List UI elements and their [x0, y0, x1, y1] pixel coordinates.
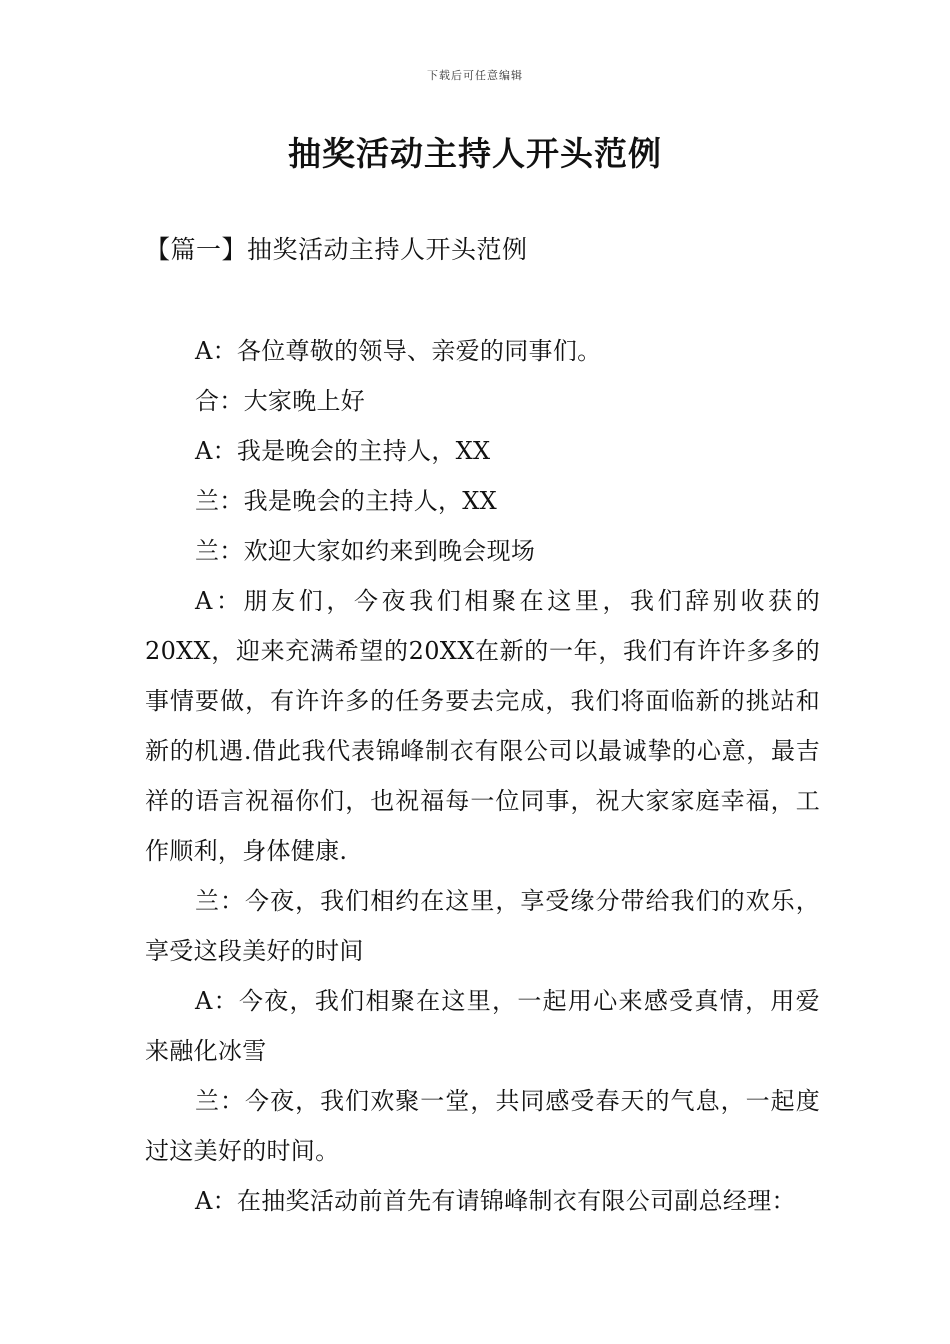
paragraph-2: 合：大家晚上好	[195, 387, 366, 415]
document-title: 抽奖活动主持人开头范例	[288, 134, 662, 173]
paragraph-9: 兰：今夜，我们欢聚一堂，共同感受春天的气息，一起度过这美好的时间。	[145, 1087, 820, 1165]
paragraph-5: 兰：欢迎大家如约来到晚会现场	[195, 537, 536, 565]
paragraph-7: 兰：今夜，我们相约在这里，享受缘分带给我们的欢乐，享受这段美好的时间	[145, 887, 820, 965]
section-heading: 【篇一】抽奖活动主持人开头范例	[145, 235, 528, 264]
document-body	[145, 326, 820, 1226]
paragraph-8: A：今夜，我们相聚在这里，一起用心来感受真情，用爱来融化冰雪	[145, 987, 820, 1065]
paragraph-4: 兰：我是晚会的主持人，XX	[195, 487, 498, 515]
header-note: 下载后可任意编辑	[427, 69, 523, 82]
paragraph-6: A：朋友们，今夜我们相聚在这里，我们辞别收获的20XX，迎来充满希望的20XX在新的一年，我们有许许多多的事情要做，有许许多的任务要去完成，我们将面临新的挑站和新的机遇.借此我代表锦峰制衣有限公司以最诚挚的心意，最吉祥的语言祝福你们，也祝福每一位同事，祝大家家庭幸福，工作顺利，身体健康.	[145, 587, 820, 865]
paragraph-1: A：各位尊敬的领导、亲爱的同事们。	[195, 337, 602, 365]
paragraph-10: A：在抽奖活动前首先有请锦峰制衣有限公司副总经理：	[195, 1187, 796, 1215]
paragraph-3: A：我是晚会的主持人，XX	[195, 437, 491, 465]
